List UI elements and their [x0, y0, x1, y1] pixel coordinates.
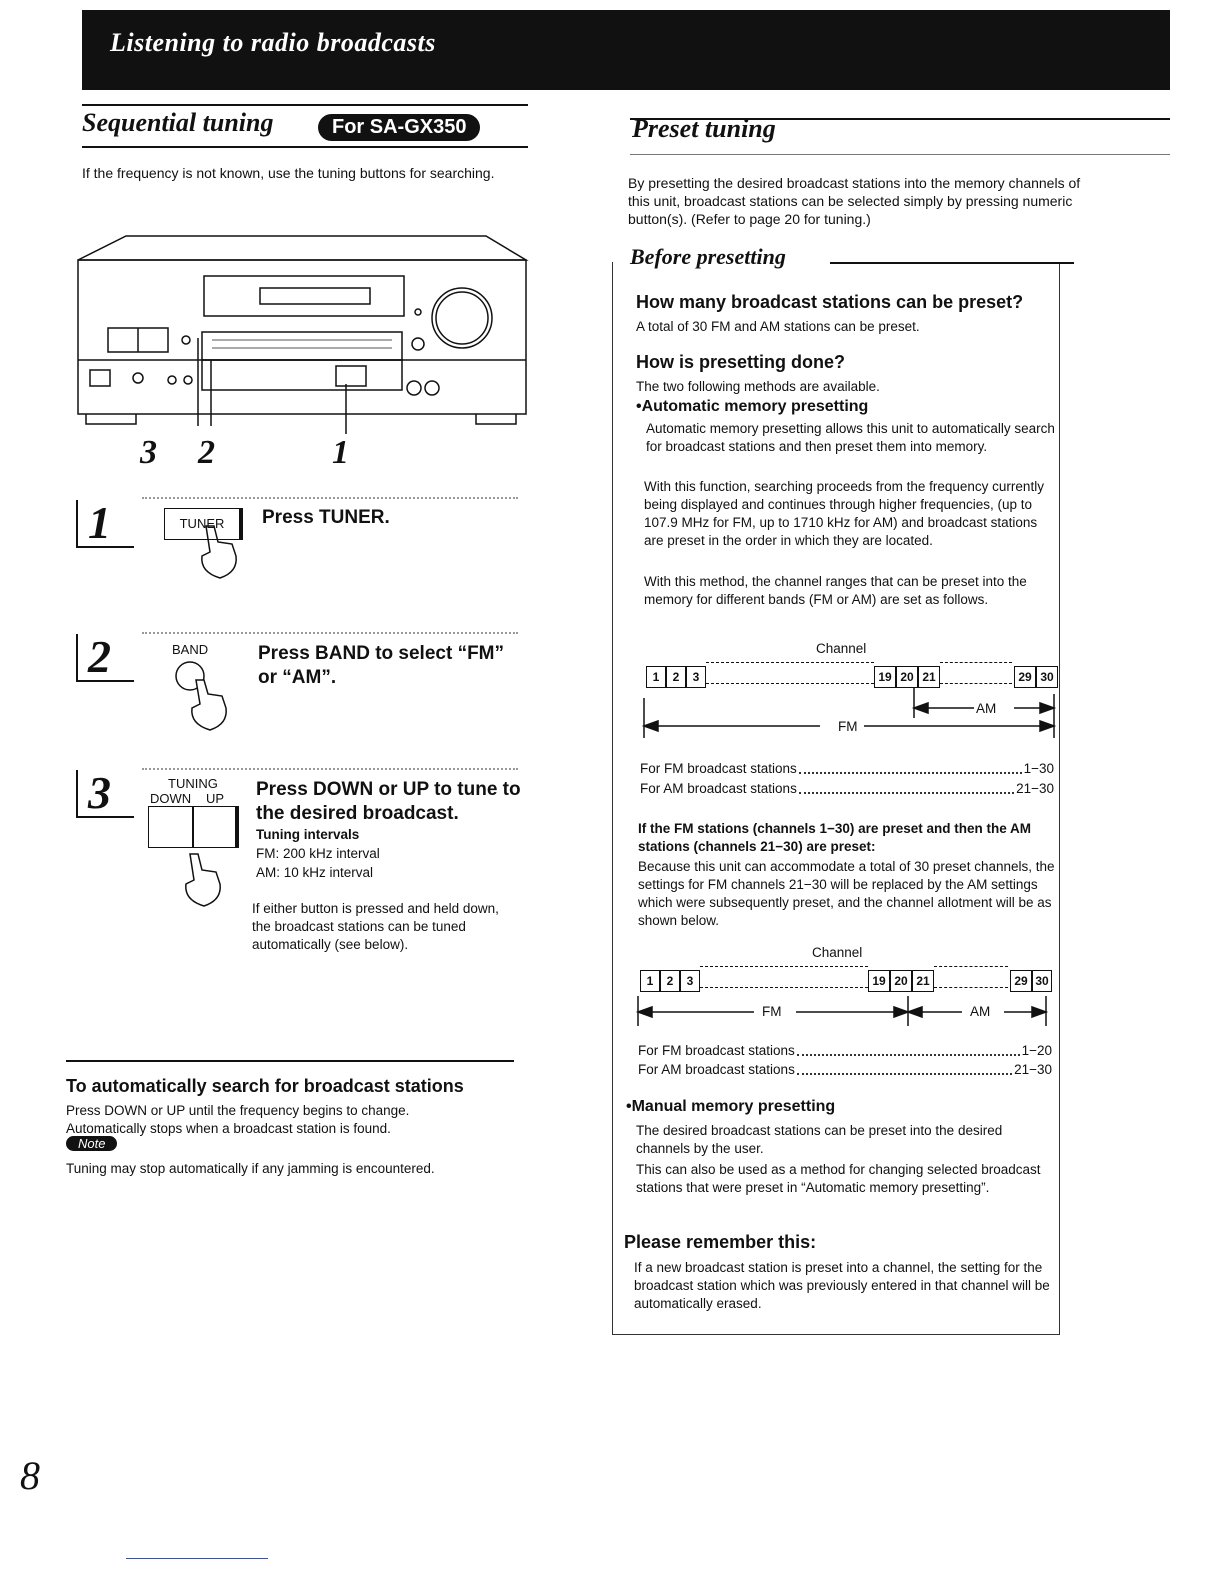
fm-range-label: FM	[838, 719, 858, 734]
band-button-label: BAND	[172, 642, 209, 657]
range-arrows	[634, 992, 1054, 1032]
channel-gap	[706, 662, 874, 684]
channel-box: 29	[1010, 970, 1032, 992]
channel-box: 3	[686, 666, 706, 688]
tuning-up-button[interactable]	[192, 806, 239, 848]
step-number-2: 2	[76, 634, 134, 682]
down-label: DOWN	[150, 791, 192, 806]
preset-intro: By presetting the desired broadcast stations into the memory channels of this unit, broadcast stations can be selected simply by pressing numeric button(s). (Refer to page 20 for tuning.)	[628, 175, 1081, 227]
channel-box: 19	[874, 666, 896, 688]
channel-gap	[940, 662, 1012, 684]
fm-interval: FM: 200 kHz interval	[256, 846, 380, 861]
channel-box: 3	[680, 970, 700, 992]
step-3-text: Press DOWN or UP to tune to the desired broadcast.	[256, 779, 521, 824]
auto-search-title: To automatically search for broadcast stations	[66, 1076, 464, 1096]
note-badge: Note	[66, 1136, 117, 1151]
callout-2: 2	[198, 434, 215, 471]
pointing-hand-icon	[196, 522, 246, 582]
band-button[interactable]	[170, 660, 240, 740]
footer-rule	[126, 1558, 268, 1559]
up-label: UP	[206, 791, 225, 806]
channel-box: 19	[868, 970, 890, 992]
tuner-button[interactable]: TUNER	[164, 508, 243, 540]
section-rule	[630, 154, 1170, 155]
channel-box: 20	[896, 666, 918, 688]
fm-range-row: For FM broadcast stations 1−20	[638, 1043, 1052, 1058]
remember-body: If a new broadcast station is preset into a channel, the setting for the broadcast station which was previously entered in that channel will be automatically erased.	[634, 1260, 1050, 1311]
intro-text: If the frequency is not known, use the tuning buttons for searching.	[82, 165, 495, 181]
manual-preset-title: •Manual memory presetting	[626, 1098, 836, 1115]
channel-box: 1	[640, 970, 660, 992]
am-range-label: AM	[976, 701, 997, 716]
channel-box: 21	[912, 970, 934, 992]
bold-note-body: Because this unit can accommodate a total of 30 preset channels, the settings for FM channels 21−30 will be replaced by the AM settings which were subsequently preset, and the channel allotment will be as shown below.	[638, 859, 1055, 928]
auto-preset-p1: Automatic memory presetting allows this unit to automatically search for broadcast stations and then preset them into memory.	[646, 421, 1055, 454]
fm-range-label: FM	[762, 1004, 782, 1019]
pointing-hand-icon	[180, 850, 230, 910]
step-number-3: 3	[76, 770, 134, 818]
step-number-1: 1	[76, 500, 134, 548]
tuning-label: TUNING	[168, 776, 218, 791]
section-title-sequential: Sequential tuning	[82, 108, 274, 137]
tuning-intervals-title: Tuning intervals	[256, 827, 360, 842]
auto-preset-p3: With this method, the channel ranges that can be preset into the memory for different bands (FM or AM) are set as follows.	[644, 574, 1027, 607]
page-number: 8	[20, 1453, 40, 1498]
channel-gap	[700, 966, 868, 988]
section-rule	[66, 1060, 514, 1062]
channel-label: Channel	[812, 945, 863, 960]
a2-text: The two following methods are available.	[636, 379, 880, 394]
bold-note: If the FM stations (channels 1−30) are preset and then the AM stations (channels 21−30) are preset:	[638, 821, 1031, 854]
channel-box: 30	[1032, 970, 1052, 992]
channel-label: Channel	[816, 641, 867, 656]
callout-1: 1	[332, 434, 349, 471]
channel-box: 1	[646, 666, 666, 688]
channel-box: 21	[918, 666, 940, 688]
tuning-down-button[interactable]	[148, 806, 194, 848]
section-rule	[830, 262, 1074, 264]
q2-heading: How is presetting done?	[636, 352, 846, 372]
am-range-label: AM	[970, 1004, 991, 1019]
remember-title: Please remember this:	[624, 1232, 817, 1252]
a1-text: A total of 30 FM and AM stations can be preset.	[636, 319, 920, 334]
section-rule	[82, 104, 528, 106]
manual-preset-p2: This can also be used as a method for changing selected broadcast stations that were preset in “Automatic memory presetting”.	[636, 1162, 1041, 1195]
channel-box: 30	[1036, 666, 1058, 688]
channel-box: 29	[1014, 666, 1036, 688]
channel-gap	[934, 966, 1008, 988]
note-text: Tuning may stop automatically if any jamming is encountered.	[66, 1161, 435, 1176]
auto-search-line1: Press DOWN or UP until the frequency begins to change.	[66, 1103, 410, 1118]
manual-preset-p1: The desired broadcast stations can be preset into the desired channels by the user.	[636, 1123, 1003, 1156]
q1-heading: How many broadcast stations can be preset?	[636, 292, 1024, 312]
channel-box: 2	[660, 970, 680, 992]
before-presetting-title: Before presetting	[624, 244, 792, 270]
step-divider	[142, 497, 518, 499]
page-header-title: Listening to radio broadcasts	[110, 28, 436, 57]
auto-preset-p2: With this function, searching proceeds from the frequency currently being displayed and continues through higher frequencies, (up to 107.9 MHz for FM, up to 1710 kHz for AM) and broadcast stations are preset in the order in which they are located.	[644, 479, 1044, 548]
am-range-row: For AM broadcast stations 21−30	[640, 781, 1054, 796]
model-badge: For SA-GX350	[318, 114, 480, 141]
am-interval: AM: 10 kHz interval	[256, 865, 374, 880]
step-1-text: Press TUNER.	[262, 507, 390, 528]
step-2-text: Press BAND to select “FM” or “AM”.	[258, 643, 505, 688]
channel-box: 20	[890, 970, 912, 992]
am-range-row: For AM broadcast stations 21−30	[638, 1062, 1052, 1077]
step-divider	[142, 632, 518, 634]
hold-note: If either button is pressed and held down, the broadcast stations can be tuned automatically (see below).	[252, 901, 499, 952]
channel-box: 2	[666, 666, 686, 688]
auto-preset-title: •Automatic memory presetting	[636, 398, 869, 415]
callout-3: 3	[140, 434, 157, 471]
fm-range-row: For FM broadcast stations 1−30	[640, 761, 1054, 776]
section-rule	[82, 146, 528, 148]
section-title-preset: Preset tuning	[632, 114, 776, 143]
step-divider	[142, 768, 518, 770]
auto-search-line2: Automatically stops when a broadcast station is found.	[66, 1121, 391, 1136]
